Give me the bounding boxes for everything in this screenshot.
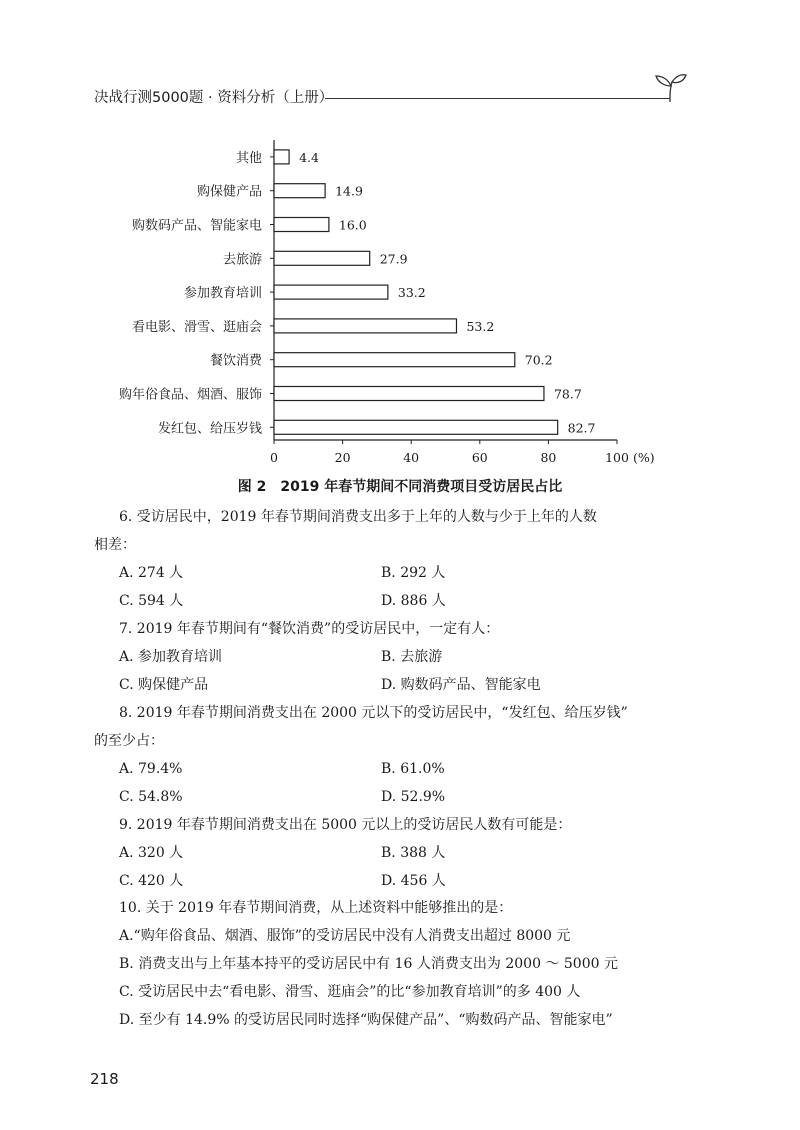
bar	[274, 150, 289, 164]
answer-option: C. 594 人	[119, 593, 184, 609]
bar	[274, 319, 456, 333]
data-label: 82.7	[567, 420, 596, 436]
category-label: 参加教育培训	[183, 286, 262, 302]
question-stem: 7. 2019 年春节期间有“餐饮消费”的受访居民中，一定有人：	[119, 621, 500, 637]
answer-option: B. 去旅游	[381, 649, 443, 665]
category-label: 发红包、给压岁钱	[157, 421, 262, 437]
answer-option: C. 54.8%	[119, 789, 183, 805]
answer-option: A. 274 人	[119, 565, 184, 581]
bar	[274, 218, 329, 232]
data-label: 16.0	[338, 217, 367, 233]
answer-option: A. 79.4%	[119, 761, 183, 777]
x-tick-label: 20	[334, 450, 351, 465]
category-label: 购数码产品、智能家电	[131, 218, 262, 234]
question-stem: 的至少占：	[94, 733, 164, 749]
x-tick-label: 80	[540, 450, 557, 465]
book-title: 决战行测5000题 · 资料分析（上册）	[94, 90, 334, 106]
answer-option: B. 消费支出与上年基本持平的受访居民中有 16 人消费支出为 2000 ～ 5000 元	[119, 956, 618, 972]
bar	[274, 420, 558, 434]
data-label: 53.2	[466, 318, 495, 334]
answer-option: A. 参加教育培训	[119, 649, 223, 665]
answer-option: C. 购保健产品	[119, 677, 209, 693]
figure-caption: 图 2 2019 年春节期间不同消费项目受访居民占比	[237, 479, 563, 495]
answer-option: A. 320 人	[119, 845, 184, 861]
answer-option: B. 61.0%	[381, 761, 445, 777]
category-label: 看电影、滑雪、逛庙会	[131, 319, 262, 335]
answer-option: D. 886 人	[381, 593, 446, 609]
answer-option: C. 受访居民中去“看电影、滑雪、逛庙会”的比“参加教育培训”的多 400 人	[119, 984, 581, 1000]
answer-option: D. 456 人	[381, 873, 446, 889]
answer-option: D. 购数码产品、智能家电	[381, 677, 541, 693]
question-stem: 8. 2019 年春节期间消费支出在 2000 元以下的受访居民中，“发红包、给压岁钱”	[119, 705, 628, 721]
page-number: 218	[90, 1070, 119, 1088]
question-stem: 6. 受访居民中，2019 年春节期间消费支出多于上年的人数与少于上年的人数	[119, 509, 597, 525]
data-label: 27.9	[379, 251, 408, 267]
data-label: 78.7	[553, 386, 582, 402]
category-label: 餐饮消费	[209, 353, 262, 369]
answer-option: D. 至少有 14.9% 的受访居民同时选择“购保健产品”、“购数码产品、智能家电”	[119, 1012, 613, 1028]
bar	[274, 387, 544, 401]
x-axis-unit: (%)	[633, 450, 655, 465]
bar	[274, 285, 388, 299]
question-stem: 相差：	[94, 537, 136, 553]
chart-plot-area	[119, 140, 655, 465]
x-tick-label: 100	[605, 450, 629, 465]
data-label: 4.4	[299, 149, 319, 165]
category-label: 其他	[235, 150, 262, 166]
question-stem: 9. 2019 年春节期间消费支出在 5000 元以上的受访居民人数有可能是：	[119, 817, 572, 833]
answer-option: B. 292 人	[381, 565, 446, 581]
bar-chart	[100, 135, 660, 470]
category-label: 购年俗食品、烟酒、服饰	[118, 387, 262, 403]
data-label: 14.9	[335, 183, 363, 199]
question-stem: 10. 关于 2019 年春节期间消费，从上述资料中能够推出的是：	[119, 900, 513, 916]
x-tick-label: 60	[471, 450, 488, 465]
data-label: 33.2	[397, 285, 426, 301]
header-rule	[325, 98, 670, 99]
sprout-icon	[650, 66, 690, 106]
x-tick-label: 40	[403, 450, 420, 465]
category-label: 购保健产品	[196, 184, 262, 200]
category-label: 去旅游	[222, 252, 262, 268]
answer-option: B. 388 人	[381, 845, 446, 861]
bar	[274, 184, 325, 198]
x-tick-label: 0	[270, 450, 278, 465]
answer-option: D. 52.9%	[381, 789, 446, 805]
data-label: 70.2	[524, 352, 553, 368]
answer-option: C. 420 人	[119, 873, 184, 889]
bar	[274, 251, 370, 265]
bar	[274, 353, 515, 367]
answer-option: A.“购年俗食品、烟酒、服饰”的受访居民中没有人消费支出超过 8000 元	[119, 928, 571, 944]
